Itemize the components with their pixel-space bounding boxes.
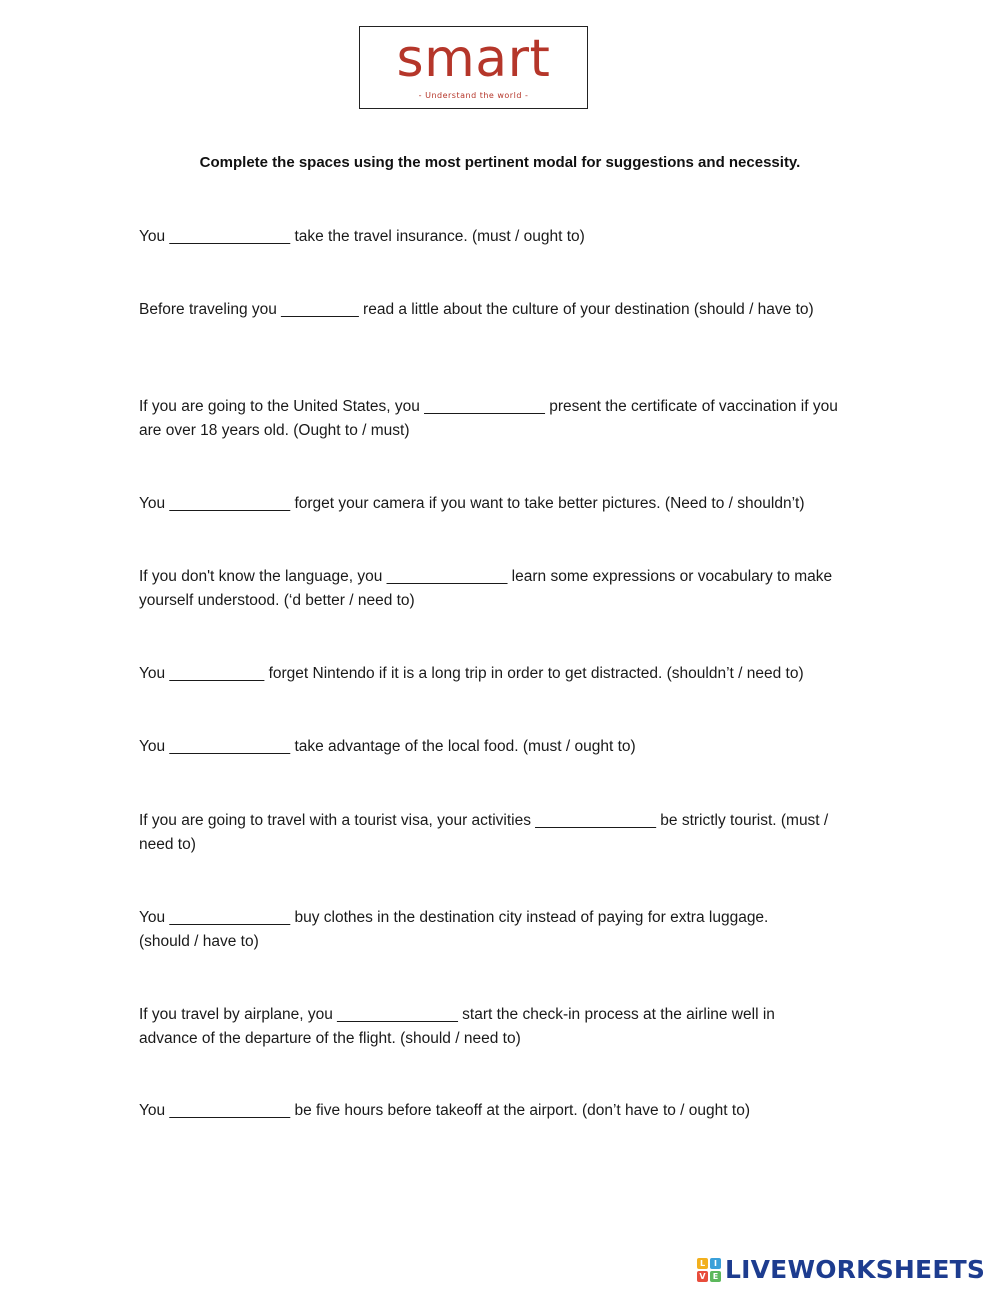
liveworksheets-cubes-icon <box>697 1258 721 1282</box>
question-2: Before traveling you _________ read a little about the culture of your destination (should / have to) <box>139 301 814 318</box>
logo-box <box>359 26 588 109</box>
cube-i: I <box>710 1258 721 1269</box>
question-6: You ___________ forget Nintendo if it is a long trip in order to get distracted. (shouldn’t / need to) <box>139 665 804 682</box>
cube-e: E <box>710 1271 721 1282</box>
logo-wordmark: smart <box>396 29 551 89</box>
question-3: If you are going to the United States, you ______________ present the certificate of vaccination if you are over 18 years old. (Ought to / must) <box>139 398 838 439</box>
liveworksheets-logo <box>697 1255 985 1285</box>
cube-v: V <box>697 1271 708 1282</box>
question-11: You ______________ be five hours before takeoff at the airport. (don’t have to / ought to) <box>139 1102 750 1119</box>
question-10: If you travel by airplane, you ______________ start the check-in process at the airline well in advance of the departure of the flight. (should / need to) <box>139 1006 775 1047</box>
question-7: You ______________ take advantage of the local food. (must / ought to) <box>139 738 636 755</box>
question-1: You ______________ take the travel insurance. (must / ought to) <box>139 228 585 245</box>
worksheet-instructions: Complete the spaces using the most pertinent modal for suggestions and necessity. <box>199 154 801 171</box>
logo-tagline: - Understand the world - <box>418 91 529 100</box>
liveworksheets-brand: LIVEWORKSHEETS <box>725 1255 986 1284</box>
question-8: If you are going to travel with a tourist visa, your activities ______________ be strictly tourist. (must / need to) <box>139 812 829 853</box>
question-9: You ______________ buy clothes in the destination city instead of paying for extra luggage. (should / have to) <box>139 909 769 950</box>
cube-l: L <box>697 1258 708 1269</box>
question-5: If you don't know the language, you ______________ learn some expressions or vocabulary to make yourself understood. (‘d better / need to) <box>139 568 833 609</box>
question-4: You ______________ forget your camera if you want to take better pictures. (Need to / shouldn’t) <box>139 495 805 512</box>
